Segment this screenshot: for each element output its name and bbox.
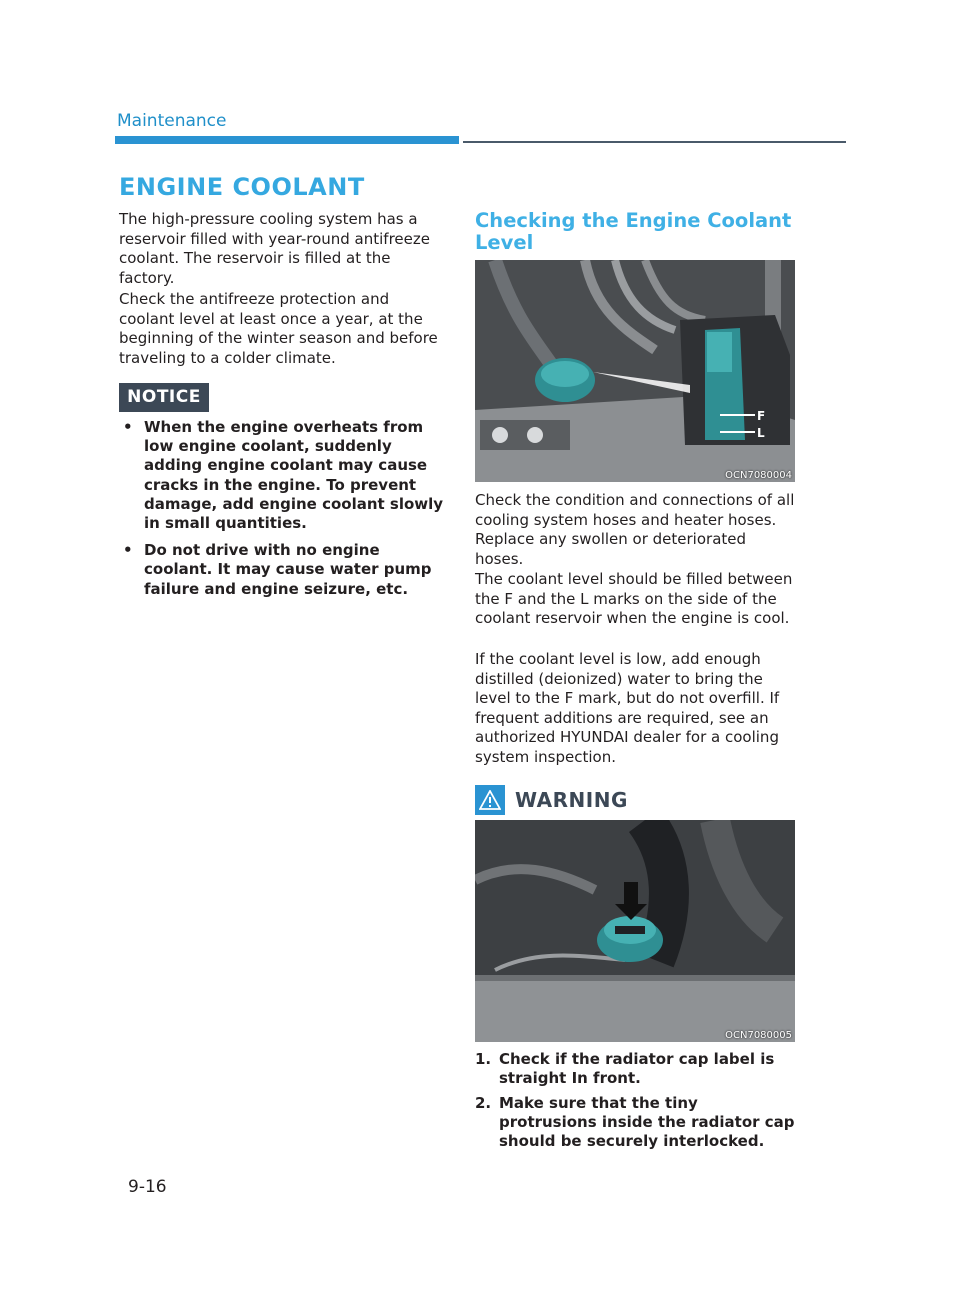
- notice-badge: NOTICE: [119, 383, 209, 412]
- step-text: Make sure that the tiny protrusions inside the radiator cap should be securely interlocked.: [499, 1094, 795, 1150]
- notice-item: [119, 418, 449, 533]
- section-title: ENGINE COOLANT: [119, 173, 365, 201]
- coolant-reservoir-illustration: [475, 260, 795, 482]
- photo-code: OCN7080005: [725, 1030, 792, 1041]
- full-mark-label: F: [757, 409, 766, 423]
- hoses-paragraph: Check the condition and connections of all cooling system hoses and heater hoses. Replace any swollen or deteriorated hoses.: [475, 491, 795, 568]
- warning-icon: [475, 785, 505, 815]
- page-number: 9-16: [128, 1177, 167, 1197]
- notice-list: [119, 418, 449, 607]
- notice-item-text: When the engine overheats from low engine coolant, suddenly adding engine coolant may cause cracks in the engine. To prevent damage, add engine coolant slowly in small quantities.: [144, 418, 444, 533]
- level-paragraph: The coolant level should be filled between the F and the L marks on the side of the coolant reservoir when the engine is cool.: [475, 570, 793, 627]
- warning-label: WARNING: [515, 788, 628, 812]
- intro-paragraph: The high-pressure cooling system has a reservoir filled with year-round antifreeze coolant. The reservoir is filled at the factory.: [119, 210, 430, 287]
- check-paragraph: Check the antifreeze protection and coolant level at least once a year, at the beginning of the winter season and before traveling to a colder climate.: [119, 290, 438, 367]
- step-text: Check if the radiator cap label is straight In front.: [499, 1050, 775, 1087]
- low-mark-label: L: [757, 426, 765, 440]
- header-accent-bar: [115, 136, 459, 144]
- step-item: [475, 1094, 795, 1151]
- bullet-marker: •: [123, 541, 133, 560]
- header-divider: [463, 141, 846, 143]
- radiator-cap-illustration: [475, 820, 795, 1042]
- photo-code: OCN7080004: [725, 470, 792, 481]
- notice-item: [119, 541, 449, 599]
- radiator-cap-photo: [475, 820, 795, 1042]
- steps-list: [475, 1050, 795, 1157]
- notice-item-text: Do not drive with no engine coolant. It may cause water pump failure and engine seizure, etc.: [144, 541, 432, 598]
- subsection-title: Checking the Engine Coolant Level: [475, 209, 792, 254]
- section-label: Maintenance: [117, 111, 227, 131]
- warning-header: [475, 785, 628, 815]
- low-level-paragraph: If the coolant level is low, add enough distilled (deionized) water to bring the level to the F mark, but do not overfill. If frequent additions are required, see an authorized HYUNDAI dealer for a cooling system inspection.: [475, 650, 780, 766]
- step-item: [475, 1050, 795, 1088]
- step-number: 1.: [475, 1050, 492, 1068]
- coolant-reservoir-photo: [475, 260, 795, 482]
- bullet-marker: •: [123, 418, 133, 436]
- step-number: 2.: [475, 1094, 492, 1112]
